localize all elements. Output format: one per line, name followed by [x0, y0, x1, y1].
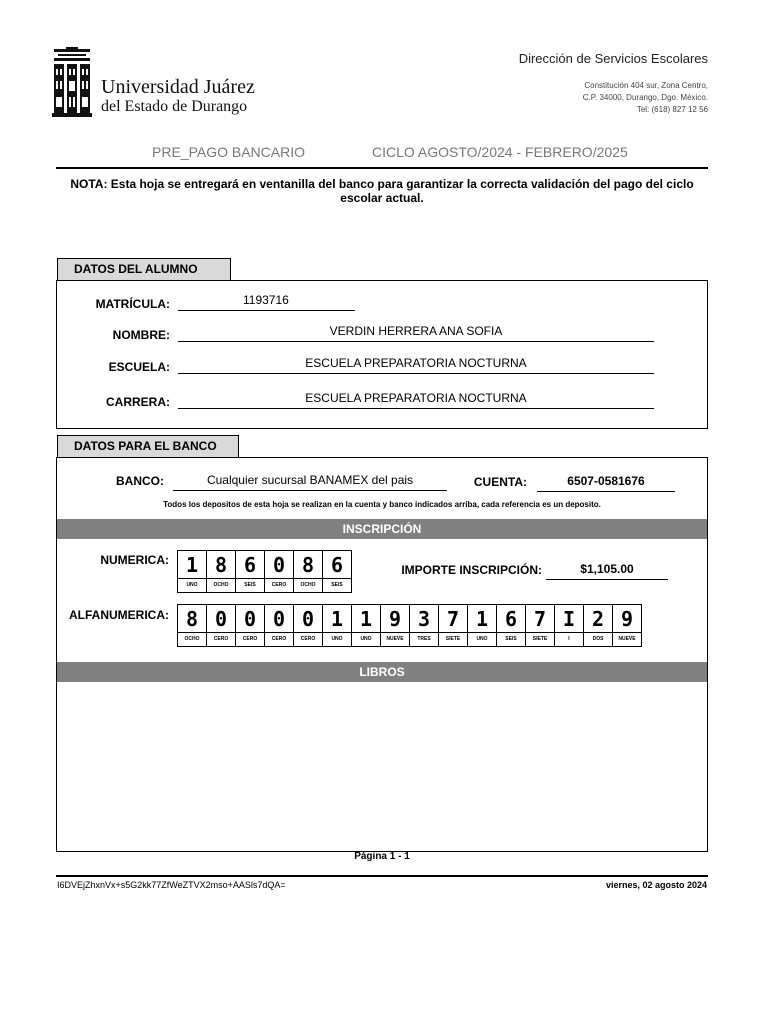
alfanumerica-digit-cell	[322, 604, 352, 647]
alfanumerica-digit-word: DOS	[592, 636, 604, 642]
banco-section-tab: DATOS PARA EL BANCO	[57, 435, 239, 457]
numerica-digit: 8	[294, 551, 322, 579]
alfanumerica-digit-cell	[351, 604, 381, 647]
alfanumerica-digit-word: UNO	[476, 636, 488, 642]
banco-value: Cualquier sucursal BANAMEX del pais	[173, 473, 447, 491]
libros-bar: LIBROS	[57, 662, 707, 682]
numerica-digit-cell	[177, 550, 207, 593]
page-number: Página 1 - 1	[354, 851, 410, 862]
numerica-reference	[177, 550, 351, 593]
cycle-title: CICLO AGOSTO/2024 - FEBRERO/2025	[372, 144, 628, 160]
numerica-digit-word: UNO	[186, 582, 198, 588]
numerica-digit-cell	[293, 550, 323, 593]
footer-divider	[56, 875, 708, 877]
escuela-label: ESCUELA:	[108, 360, 170, 374]
alfanumerica-label: ALFANUMERICA:	[69, 608, 169, 622]
nombre-value: VERDIN HERRERA ANA SOFIA	[178, 324, 654, 342]
document-title: PRE_PAGO BANCARIO	[152, 144, 306, 160]
alfanumerica-digit: 6	[497, 605, 525, 633]
alfanumerica-digit: 7	[439, 605, 467, 633]
header-divider	[56, 167, 708, 169]
importe-value: $1,105.00	[546, 562, 668, 580]
alfanumerica-digit: 3	[410, 605, 438, 633]
alfanumerica-digit: I	[555, 605, 583, 633]
numerica-digit: 6	[323, 551, 351, 579]
alfanumerica-digit-word: TRES	[417, 636, 431, 642]
alfanumerica-digit-cell	[438, 604, 468, 647]
importe-label: IMPORTE INSCRIPCIÓN:	[401, 563, 542, 577]
university-name: Universidad Juárez	[101, 76, 255, 98]
numerica-digit: 1	[178, 551, 206, 579]
alfanumerica-digit-word: UNO	[360, 636, 372, 642]
numerica-digit: 8	[207, 551, 235, 579]
alfanumerica-digit-word: SIETE	[445, 636, 461, 642]
department-name: Dirección de Servicios Escolares	[518, 51, 708, 66]
address-line-1: Constitución 404 sur, Zona Centro,	[584, 81, 708, 90]
alumno-section-tab: DATOS DEL ALUMNO	[57, 258, 231, 280]
alfanumerica-digit: 9	[381, 605, 409, 633]
alfanumerica-digit-word: SEIS	[505, 636, 517, 642]
matricula-value: 1193716	[178, 293, 355, 311]
alfanumerica-digit-word: CERO	[242, 636, 258, 642]
alfanumerica-digit: 2	[584, 605, 612, 633]
alfanumerica-digit-word: CERO	[213, 636, 229, 642]
inscripcion-bar: INSCRIPCIÓN	[57, 519, 707, 539]
alfanumerica-digit-cell	[264, 604, 294, 647]
alfanumerica-digit: 9	[613, 605, 641, 633]
alfanumerica-digit-word: CERO	[300, 636, 316, 642]
phone-line: Tel: (618) 827 12 56	[636, 105, 708, 114]
alfanumerica-digit-word: NUEVE	[618, 636, 636, 642]
numerica-digit-cell	[264, 550, 294, 593]
numerica-label: NUMERICA:	[100, 553, 169, 567]
university-crest-logo	[52, 47, 92, 117]
alfanumerica-digit-word: I	[568, 636, 570, 642]
nombre-label: NOMBRE:	[112, 328, 170, 342]
alfanumerica-digit-word: CERO	[271, 636, 287, 642]
alfanumerica-digit-cell	[554, 604, 584, 647]
alfanumerica-digit-cell	[612, 604, 642, 647]
numerica-digit: 0	[265, 551, 293, 579]
alfanumerica-digit-cell	[409, 604, 439, 647]
numerica-digit-word: CERO	[271, 582, 287, 588]
banco-note: Todos los depositos de esta hoja se realizan en la cuenta y banco indicados arriba, cada referencia es un deposito.	[163, 500, 601, 509]
numerica-digit-cell	[206, 550, 236, 593]
carrera-label: CARRERA:	[106, 395, 170, 409]
alfanumerica-digit: 7	[526, 605, 554, 633]
numerica-digit-word: SEIS	[331, 582, 343, 588]
cuenta-label: CUENTA:	[473, 475, 527, 489]
numerica-digit-word: OCHO	[213, 582, 229, 588]
alfanumerica-digit: 0	[294, 605, 322, 633]
alfanumerica-digit: 1	[352, 605, 380, 633]
numerica-digit-word: OCHO	[300, 582, 316, 588]
numerica-digit: 6	[236, 551, 264, 579]
footer-date: viernes, 02 agosto 2024	[605, 880, 707, 890]
carrera-value: ESCUELA PREPARATORIA NOCTURNA	[178, 391, 654, 409]
alfanumerica-digit: 0	[207, 605, 235, 633]
alfanumerica-digit-word: SIETE	[532, 636, 548, 642]
address-line-2: C.P. 34000, Durango, Dgo. México.	[582, 93, 708, 102]
alfanumerica-digit-cell	[583, 604, 613, 647]
escuela-value: ESCUELA PREPARATORIA NOCTURNA	[178, 356, 654, 374]
alfanumerica-digit-cell	[496, 604, 526, 647]
alfanumerica-digit: 1	[468, 605, 496, 633]
alfanumerica-digit-cell	[525, 604, 555, 647]
alfanumerica-digit: 0	[265, 605, 293, 633]
alfanumerica-digit: 0	[236, 605, 264, 633]
alfanumerica-digit-cell	[293, 604, 323, 647]
alfanumerica-digit-word: OCHO	[184, 636, 200, 642]
alfanumerica-digit-word: NUEVE	[386, 636, 404, 642]
banco-section-box	[56, 457, 708, 852]
cuenta-value: 6507-0581676	[537, 474, 675, 492]
alfanumerica-digit-cell	[235, 604, 265, 647]
nota-text: NOTA: Esta hoja se entregará en ventanilla del banco para garantizar la correcta validación del pago del ciclo escolar actual.	[70, 177, 694, 205]
university-subtitle: del Estado de Durango	[101, 98, 248, 115]
department-address	[583, 80, 708, 116]
alfanumerica-digit-cell	[380, 604, 410, 647]
footer-hash: I6DVEjZhxnVx+s5G2kk77ZfWeZTVX2mso+AASls7dQA=	[57, 880, 286, 890]
numerica-digit-word: SEIS	[244, 582, 256, 588]
alfanumerica-digit-cell	[177, 604, 207, 647]
alfanumerica-digit-cell	[467, 604, 497, 647]
alfanumerica-digit: 8	[178, 605, 206, 633]
alfanumerica-digit-cell	[206, 604, 236, 647]
alfanumerica-digit: 1	[323, 605, 351, 633]
matricula-label: MATRÍCULA:	[95, 297, 170, 311]
alfanumerica-reference	[177, 604, 641, 647]
banco-label: BANCO:	[116, 474, 164, 488]
alfanumerica-digit-word: UNO	[331, 636, 343, 642]
numerica-digit-cell	[322, 550, 352, 593]
numerica-digit-cell	[235, 550, 265, 593]
